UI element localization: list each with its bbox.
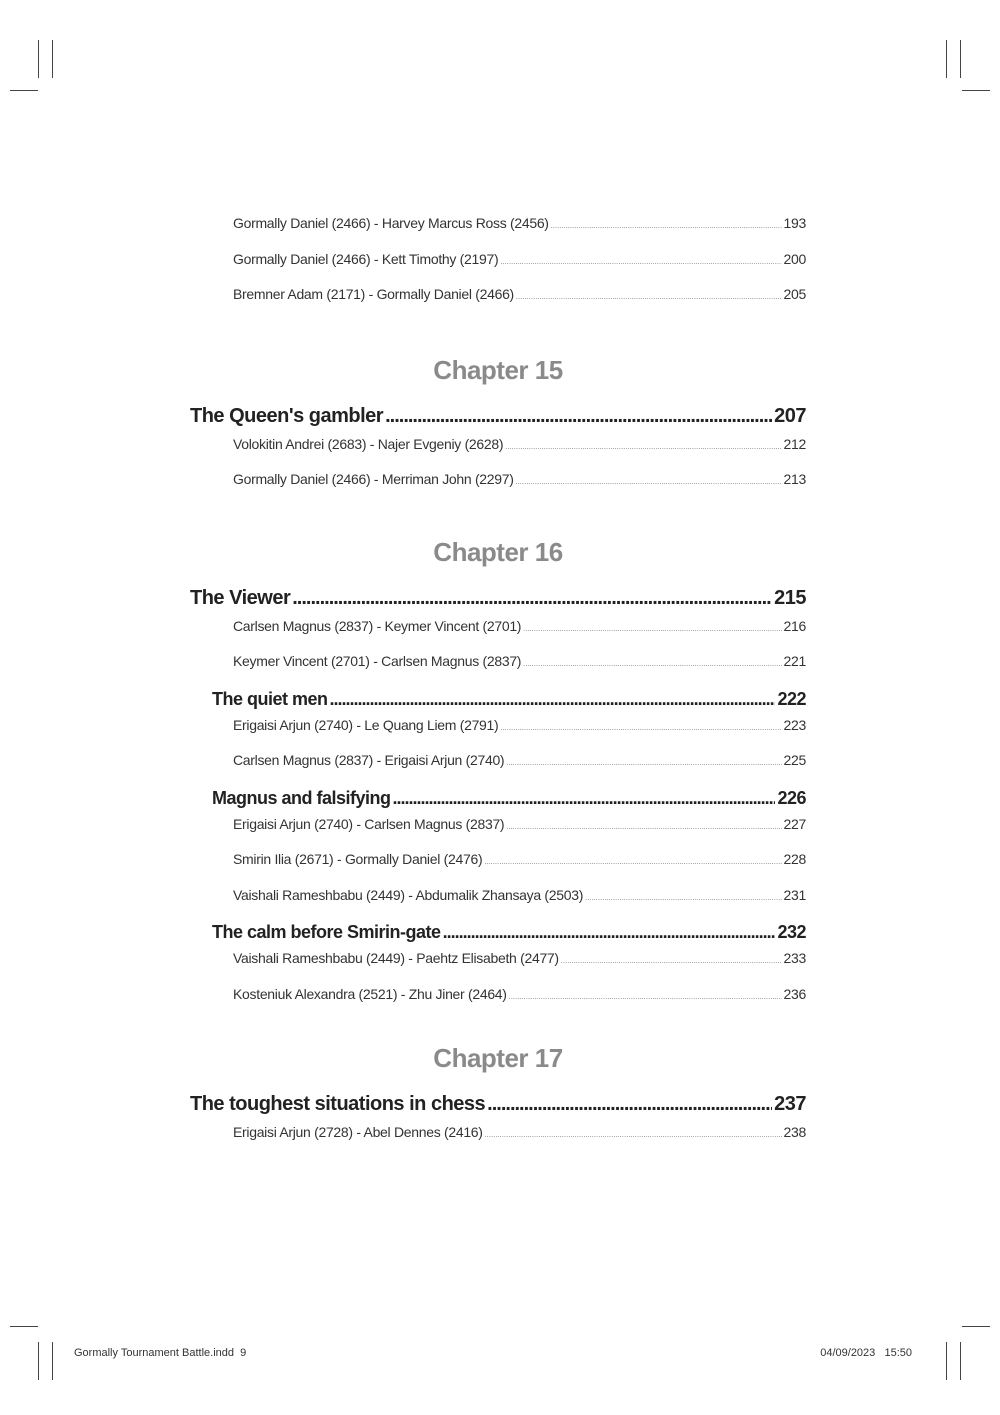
- page-number: 228: [783, 851, 806, 867]
- toc-section-entry[interactable]: [190, 1093, 806, 1124]
- dot-leader: [561, 958, 782, 965]
- toc-game-entry[interactable]: [233, 251, 806, 287]
- page-number: 231: [783, 886, 806, 903]
- game-title: Bremner Adam (2171) - Gormally Daniel (2466): [233, 286, 514, 302]
- crop-mark: [38, 1342, 39, 1380]
- table-of-contents: [190, 215, 806, 1160]
- crop-mark: [960, 40, 961, 78]
- dot-leader: [484, 859, 781, 866]
- footer-filename: Gormally Tournament Battle.indd: [74, 1347, 234, 1359]
- page-number: 221: [783, 653, 806, 669]
- game-title: Gormally Daniel (2466) - Kett Timothy (2197): [233, 250, 499, 267]
- page-number: 223: [783, 716, 806, 733]
- dot-leader: [500, 259, 781, 266]
- dot-leader: [443, 922, 776, 943]
- dot-leader: [505, 444, 781, 451]
- page-number: 226: [777, 787, 806, 808]
- toc-block: [190, 215, 806, 322]
- page-number: 225: [783, 752, 806, 768]
- page-number: 216: [783, 617, 806, 634]
- page-number: 212: [783, 435, 806, 452]
- dot-leader: [330, 689, 776, 710]
- page-number: 205: [783, 286, 806, 302]
- subsection-title: Magnus and falsifying: [212, 787, 391, 808]
- toc-game-entry[interactable]: [233, 215, 806, 251]
- dot-leader: [516, 294, 782, 301]
- toc-game-entry[interactable]: [233, 816, 806, 852]
- dot-leader: [385, 405, 772, 428]
- toc-subsection-entry[interactable]: [212, 689, 806, 717]
- toc-game-entry[interactable]: [233, 950, 806, 986]
- toc-subsection-entry[interactable]: [212, 788, 806, 816]
- dot-leader: [487, 1093, 772, 1116]
- dot-leader: [506, 760, 781, 767]
- game-title: Vaishali Rameshbabu (2449) - Paehtz Elisabeth (2477): [233, 950, 559, 966]
- game-title: Erigaisi Arjun (2740) - Carlsen Magnus (2837): [233, 815, 505, 832]
- toc-section-entry[interactable]: [190, 405, 806, 436]
- game-title: Erigaisi Arjun (2728) - Abel Dennes (2416): [233, 1124, 483, 1140]
- toc-game-entry[interactable]: [233, 1124, 806, 1160]
- dot-leader: [500, 725, 781, 732]
- game-title: Keymer Vincent (2701) - Carlsen Magnus (2837): [233, 653, 522, 669]
- crop-mark: [52, 40, 53, 78]
- page-number: 207: [774, 404, 806, 427]
- dot-leader: [516, 479, 782, 486]
- page-number: 215: [774, 586, 806, 609]
- dot-leader: [485, 1132, 782, 1139]
- crop-mark: [962, 90, 990, 91]
- page-number: 237: [774, 1093, 806, 1115]
- game-title: Gormally Daniel (2466) - Merriman John (2297): [233, 471, 514, 487]
- page-number: 233: [783, 950, 806, 966]
- page-number: 222: [777, 688, 806, 709]
- dot-leader: [523, 661, 781, 668]
- toc-game-entry[interactable]: [233, 717, 806, 753]
- game-title: Gormally Daniel (2466) - Harvey Marcus Ross (2456): [233, 215, 549, 231]
- chapter-heading: Chapter 16: [433, 536, 563, 567]
- toc-game-entry[interactable]: [233, 887, 806, 923]
- dot-leader: [585, 895, 781, 902]
- dot-leader: [506, 824, 781, 831]
- game-title: Kosteniuk Alexandra (2521) - Zhu Jiner (2464): [233, 985, 507, 1002]
- crop-mark: [962, 1326, 990, 1327]
- dot-leader: [393, 788, 776, 809]
- toc-game-entry[interactable]: [233, 618, 806, 654]
- toc-section-entry[interactable]: [190, 587, 806, 618]
- crop-mark: [38, 40, 39, 78]
- game-title: Carlsen Magnus (2837) - Erigaisi Arjun (2740): [233, 752, 505, 768]
- toc-game-entry[interactable]: [233, 752, 806, 788]
- game-title: Carlsen Magnus (2837) - Keymer Vincent (2701): [233, 617, 522, 634]
- section-title: The toughest situations in chess: [190, 1093, 486, 1115]
- dot-leader: [292, 587, 772, 610]
- footer-slug-left: [74, 1347, 246, 1359]
- footer-page: 9: [240, 1347, 247, 1359]
- page-number: 227: [783, 815, 806, 832]
- toc-subsection-entry[interactable]: [212, 922, 806, 950]
- toc-game-entry[interactable]: [233, 851, 806, 887]
- page-number: 232: [777, 922, 806, 942]
- dot-leader: [509, 994, 782, 1001]
- toc-game-entry[interactable]: [233, 286, 806, 322]
- page-number: 236: [783, 985, 806, 1002]
- crop-mark: [10, 90, 38, 91]
- game-title: Volokitin Andrei (2683) - Najer Evgeniy (2628): [233, 435, 504, 452]
- section-title: The Queen's gambler: [190, 404, 384, 427]
- footer-date: 04/09/2023: [820, 1347, 876, 1359]
- page-number: 193: [783, 215, 806, 231]
- toc-game-entry[interactable]: [233, 653, 806, 689]
- chapter-heading: Chapter 15: [433, 354, 563, 385]
- toc-game-entry[interactable]: [233, 436, 806, 472]
- crop-mark: [946, 40, 947, 78]
- game-title: Smirin Ilia (2671) - Gormally Daniel (2476): [233, 851, 483, 867]
- dot-leader: [551, 223, 782, 230]
- crop-mark: [52, 1342, 53, 1380]
- page-number: 213: [783, 471, 806, 487]
- game-title: Vaishali Rameshbabu (2449) - Abdumalik Zhansaya (2503): [233, 886, 584, 903]
- page-number: 200: [783, 250, 806, 267]
- subsection-title: The calm before Smirin-gate: [212, 922, 441, 942]
- section-title: The Viewer: [190, 586, 291, 609]
- page-number: 238: [783, 1124, 806, 1140]
- footer-slug-right: [820, 1347, 912, 1359]
- toc-game-entry[interactable]: [233, 471, 806, 507]
- subsection-title: The quiet men: [212, 688, 328, 709]
- dot-leader: [523, 626, 781, 633]
- crop-mark: [960, 1342, 961, 1380]
- crop-mark: [946, 1342, 947, 1380]
- chapter-heading: Chapter 17: [433, 1043, 563, 1073]
- toc-game-entry[interactable]: [233, 986, 806, 1022]
- game-title: Erigaisi Arjun (2740) - Le Quang Liem (2791): [233, 716, 499, 733]
- crop-mark: [10, 1326, 38, 1327]
- footer-time: 15:50: [884, 1347, 912, 1359]
